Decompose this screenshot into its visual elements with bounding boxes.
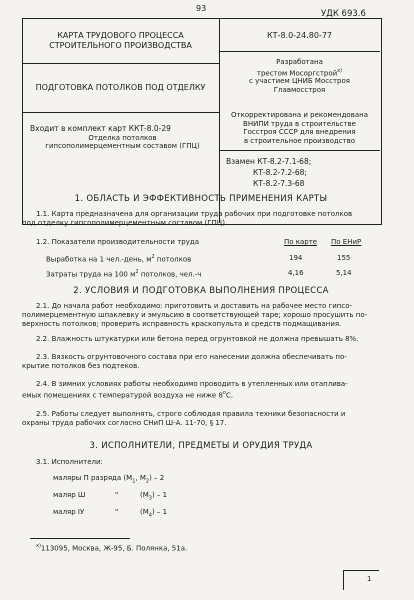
header-rule	[219, 51, 380, 52]
developed-line: трестом Мосоргстрой	[256, 68, 338, 77]
included-line: Входит в комплект карт ККТ-8.0-29	[30, 124, 171, 133]
header-rule	[219, 150, 380, 151]
superscript: 2	[151, 254, 155, 260]
metric-label: Затраты труда на 100 м	[46, 270, 136, 279]
corner-number: 1	[367, 575, 372, 583]
section2-paragraph	[22, 380, 386, 400]
developed-line: Разработана	[276, 58, 323, 66]
worker-row	[53, 508, 84, 517]
metric-label: Выработка на 1 чел.-день, м	[46, 255, 152, 264]
section3-title: 3. ИСПОЛНИТЕЛИ, ПРЕДМЕТЫ И ОРУДИЯ ТРУДА	[89, 441, 313, 451]
subscript: 3	[148, 495, 152, 502]
subscript: 4	[148, 512, 152, 519]
text-line: 2.1. До начала работ необходимо: приготовить и доставить на рабочее место гипсо-	[36, 302, 353, 310]
footnote-text: 113095, Москва, Ж-95, Б. Полянка, 51а.	[40, 544, 188, 553]
corrected-line: в строительное производство	[243, 136, 356, 145]
subscript: 2	[145, 478, 150, 485]
section2-paragraph: 2.2. Влажность штукатурки или бетона перед огрунтовкой не должна превышать 8%.	[36, 335, 359, 343]
metric-value-enir: 5,14	[336, 269, 352, 277]
section1-paragraph	[22, 210, 384, 228]
text-line: емых помещениях с температурой воздуха не ниже 8	[22, 391, 223, 400]
header-rule	[22, 63, 219, 64]
section3-paragraph: 3.1. Исполнители:	[36, 458, 103, 466]
section1-title: 1. ОБЛАСТЬ И ЭФФЕКТИВНОСТЬ ПРИМЕНЕНИЯ КАРТЫ	[74, 194, 328, 204]
metric-value-card: 4,16	[288, 269, 304, 277]
card-title	[22, 31, 219, 51]
header-rule	[22, 112, 219, 113]
developed-line: Главмосстроя	[273, 85, 326, 94]
replaces-block	[226, 156, 376, 189]
subscript: 1	[132, 478, 136, 485]
worker-label: маляр IУ	[53, 508, 85, 516]
worker-row	[53, 474, 164, 486]
worker-code-text: (М	[140, 491, 149, 499]
replaces-line: КТ-8.2-7.2-68;	[253, 168, 307, 177]
replaces-line: Взамен КТ-8.2-7.1-68;	[226, 157, 312, 166]
worker-label: маляры П разряда (М	[53, 474, 133, 482]
col-header-card: По карте	[284, 238, 318, 246]
text-line: С.	[225, 391, 234, 400]
col-header-enir: По ЕНиР	[331, 238, 362, 246]
card-title-line: КАРТА ТРУДОВОГО ПРОЦЕССА	[57, 31, 184, 40]
metric-row-label	[46, 253, 191, 264]
replaces-line: КТ-8.2-7.3-68	[253, 179, 305, 188]
card-code: КТ-8.0-24.80-77	[266, 31, 333, 40]
section2-title: 2. УСЛОВИЯ И ПОДГОТОВКА ВЫПОЛНЕНИЯ ПРОЦЕССА	[73, 286, 329, 296]
ditto-mark: "	[115, 491, 119, 499]
metric-value-card: 194	[289, 254, 303, 262]
udk-code: УДК 693.6	[321, 9, 366, 19]
included-block	[30, 125, 215, 151]
text-line: 2.3. Вязкость огрунтовочного состава при его нанесении должна обеспечивать по-	[36, 353, 347, 361]
worker-row	[53, 491, 85, 500]
section2-paragraph	[22, 410, 386, 428]
worker-label: , М	[135, 474, 146, 482]
corrected-block	[219, 111, 380, 145]
worker-count: ) – 2	[149, 474, 165, 482]
metric-label-tail: потолков	[154, 255, 192, 264]
worker-code	[140, 508, 167, 520]
worker-count: ) – 1	[151, 508, 168, 516]
work-title: ПОДГОТОВКА ПОТОЛКОВ ПОД ОТДЕЛКУ	[35, 83, 206, 92]
footnote-mark: х)	[337, 67, 343, 74]
text-line: 1.1. Карта предназначена для организации труда рабочих при подготовке потолков	[36, 210, 353, 218]
footnote-mark: х)	[36, 543, 41, 549]
card-title-line: СТРОИТЕЛЬНОГО ПРОИЗВОДСТВА	[49, 41, 192, 50]
metric-value-enir: 155	[337, 254, 351, 262]
text-line: под отделку гипсополимерцементным составом (ГПЦ).	[22, 219, 228, 227]
degree-mark: о	[222, 390, 226, 396]
worker-code-text: (М	[140, 508, 149, 516]
metric-label-tail: потолков, чел.-ч	[138, 270, 202, 279]
text-line: полимерцементную шпаклевку и эмульсию в соответствующей таре; хорошо просушить по-	[22, 311, 368, 319]
superscript: 2	[135, 269, 139, 275]
text-line: охраны труда рабочих согласно СНиП Ш-А. 11-70, § 17.	[22, 419, 227, 427]
page-number: 93	[196, 4, 207, 13]
text-line: 2.4. В зимних условиях работы необходимо проводить в утепленных или отаплива-	[36, 380, 348, 388]
worker-code	[140, 491, 167, 503]
corner-box	[343, 570, 379, 590]
included-line: Отделка потолков	[88, 133, 157, 142]
developed-block	[219, 58, 380, 94]
text-line: верхность потолков; проверить исправность краскопульта и средств подмащивания.	[22, 320, 342, 328]
corrected-line: ВНИПИ труда в строительстве	[243, 119, 356, 128]
footnote-rule	[30, 538, 130, 539]
worker-count: ) – 1	[151, 491, 168, 499]
section2-paragraph	[22, 302, 386, 329]
text-line: крытие потолков без подтеков.	[22, 362, 140, 370]
metric-row-label	[46, 268, 201, 279]
corrected-line: Госстроя СССР для внедрения	[243, 128, 356, 136]
section1-metrics-caption: 1.2. Показатели производительности труда	[36, 238, 199, 246]
ditto-mark: "	[115, 508, 119, 516]
footnote	[36, 542, 187, 553]
text-line: 2.5. Работы следует выполнять, строго соблюдая правила техники безопасности и	[36, 410, 346, 418]
corrected-line: Откорректирована и рекомендована	[231, 111, 368, 119]
worker-label: маляр Ш	[53, 491, 86, 499]
section2-paragraph	[22, 353, 386, 371]
included-line: гипсополимерцементным составом (ГПЦ)	[45, 142, 200, 150]
developed-line: с участием ЦНИБ Мосстроя	[249, 77, 350, 86]
